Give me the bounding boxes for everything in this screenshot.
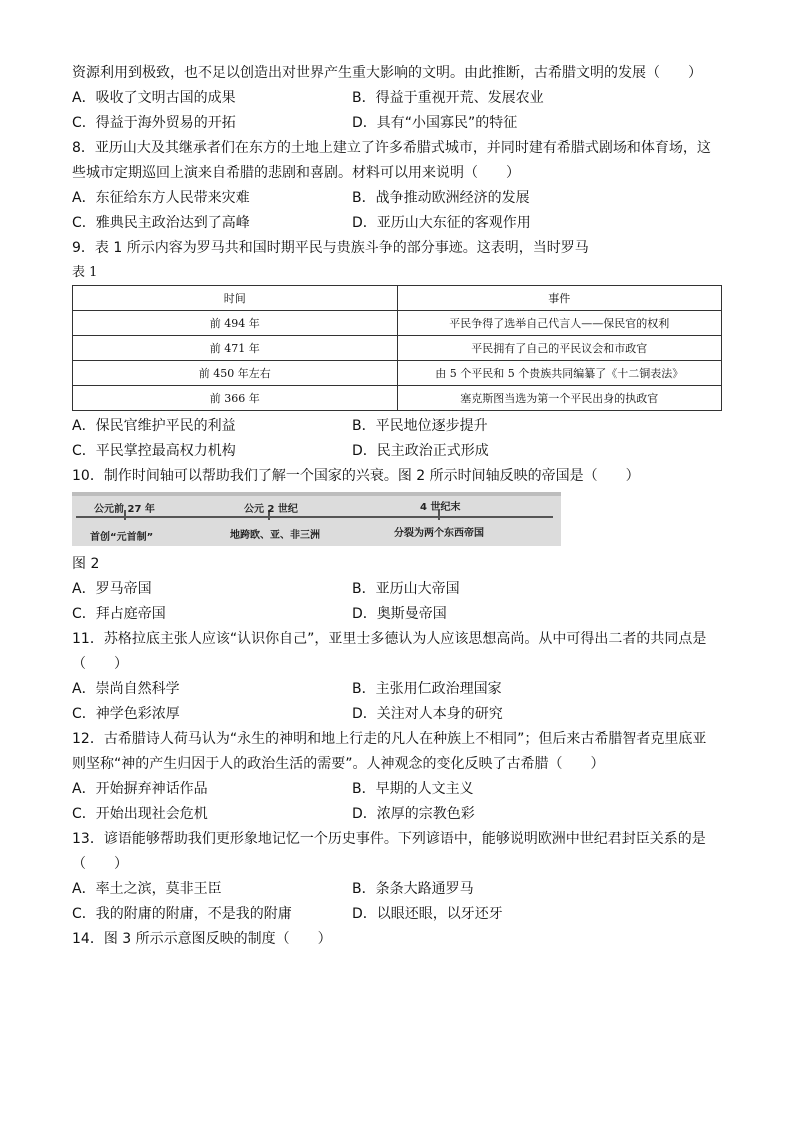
q12-option-c: C．开始出现社会危机	[72, 806, 208, 822]
q13-text-line1: 13．谚语能够帮助我们更形象地记忆一个历史事件。下列谚语中，能够说明欧洲中世纪君封臣关系的是	[72, 831, 706, 847]
q11-text-line1: 11．苏格拉底主张人应该“认识你自己”，亚里士多德认为人应该思想高尚。从中可得出二者的共同点是	[72, 631, 707, 647]
q10-option-a: A．罗马帝国	[72, 581, 152, 597]
q12-option-d: D．浓厚的宗教色彩	[352, 806, 475, 822]
q13-text-line2: （ ）	[72, 856, 128, 872]
table-cell-event: 平民拥有了自己的平民议会和市政官	[397, 336, 722, 361]
q9-option-a: A．保民官维护平民的利益	[72, 418, 236, 434]
timeline-label-three-continents: 地跨欧、亚、非三洲	[230, 530, 320, 541]
q11-option-a: A．崇尚自然科学	[72, 681, 180, 697]
timeline-label-principate: 首创“元首制”	[90, 532, 154, 543]
q9-option-d: D．民主政治正式形成	[352, 443, 489, 459]
q14-text: 14．图 3 所示示意图反映的制度（ ）	[72, 931, 332, 947]
q11-option-c: C．神学色彩浓厚	[72, 706, 180, 722]
table1-caption: 表 1	[72, 265, 98, 280]
q9-option-b: B．平民地位逐步提升	[352, 418, 488, 434]
table1	[72, 285, 722, 411]
q7-option-a: A．吸收了文明古国的成果	[72, 90, 236, 106]
table-cell-event: 平民争得了选举自己代言人——保民官的权利	[397, 311, 722, 336]
table-cell-time: 前 471 年	[73, 336, 398, 361]
q8-text-line2: 些城市定期巡回上演来自希腊的悲剧和喜剧。材料可以用来说明（ ）	[72, 165, 520, 181]
q13-option-b: B．条条大路通罗马	[352, 881, 474, 897]
q12-text-line2: 则坚称“神的产生归因于人的政治生活的需要”。人神观念的变化反映了古希腊（ ）	[72, 756, 605, 772]
q8-option-c: C．雅典民主政治达到了高峰	[72, 215, 250, 231]
q11-option-b: B．主张用仁政治理国家	[352, 681, 502, 697]
q8-option-b: B．战争推动欧洲经济的发展	[352, 190, 530, 206]
q8-text-line1: 8．亚历山大及其继承者们在东方的土地上建立了许多希腊式城市，并同时建有希腊式剧场和体育场，这	[72, 140, 711, 156]
timeline-label-27bc: 公元前 27 年	[94, 504, 155, 515]
timeline-top-band	[72, 492, 561, 496]
q8-option-d: D．亚历山大东征的客观作用	[352, 215, 531, 231]
q12-text-line1: 12．古希腊诗人荷马认为“永生的神明和地上行走的凡人在种族上不相同”；但后来古希腊智者克里底亚	[72, 731, 707, 747]
q11-text-line2: （ ）	[72, 656, 128, 672]
timeline-axis	[76, 516, 553, 518]
table-cell-event: 由 5 个平民和 5 个贵族共同编纂了《十二铜表法》	[397, 361, 722, 386]
timeline-label-split: 分裂为两个东西帝国	[394, 528, 484, 539]
figure2-timeline	[72, 492, 561, 546]
q10-option-d: D．奥斯曼帝国	[352, 606, 447, 622]
table-row	[73, 386, 722, 411]
table-row	[73, 361, 722, 386]
q9-option-c: C．平民掌控最高权力机构	[72, 443, 236, 459]
table-cell-time: 前 450 年左右	[73, 361, 398, 386]
q10-option-b: B．亚历山大帝国	[352, 581, 460, 597]
q7-text-tail: 资源利用到极致，也不足以创造出对世界产生重大影响的文明。由此推断，古希腊文明的发展（ ）	[72, 65, 702, 81]
figure2-caption: 图 2	[72, 556, 100, 572]
table-header-event: 事件	[397, 286, 722, 311]
table-header-row	[73, 286, 722, 311]
table-cell-event: 塞克斯图当选为第一个平民出身的执政官	[397, 386, 722, 411]
q12-option-b: B．早期的人文主义	[352, 781, 474, 797]
q13-option-d: D．以眼还眼，以牙还牙	[352, 906, 503, 922]
q7-option-d: D．具有“小国寡民”的特征	[352, 115, 518, 131]
table-header-time: 时间	[73, 286, 398, 311]
q8-option-a: A．东征给东方人民带来灾难	[72, 190, 250, 206]
q9-text: 9．表 1 所示内容为罗马共和国时期平民与贵族斗争的部分事迹。这表明，当时罗马	[72, 240, 589, 256]
table-row	[73, 311, 722, 336]
timeline-label-4th-century: 4 世纪末	[420, 502, 461, 513]
q12-option-a: A．开始摒弃神话作品	[72, 781, 208, 797]
q7-option-c: C．得益于海外贸易的开拓	[72, 115, 236, 131]
q13-option-a: A．率土之滨，莫非王臣	[72, 881, 222, 897]
q10-option-c: C．拜占庭帝国	[72, 606, 166, 622]
timeline-label-2nd-century: 公元 2 世纪	[244, 504, 298, 515]
table-row	[73, 336, 722, 361]
table-cell-time: 前 366 年	[73, 386, 398, 411]
q10-text: 10．制作时间轴可以帮助我们了解一个国家的兴衰。图 2 所示时间轴反映的帝国是（ ）	[72, 468, 640, 484]
q13-option-c: C．我的附庸的附庸，不是我的附庸	[72, 906, 292, 922]
q7-option-b: B．得益于重视开荒、发展农业	[352, 90, 544, 106]
table-cell-time: 前 494 年	[73, 311, 398, 336]
q11-option-d: D．关注对人本身的研究	[352, 706, 503, 722]
